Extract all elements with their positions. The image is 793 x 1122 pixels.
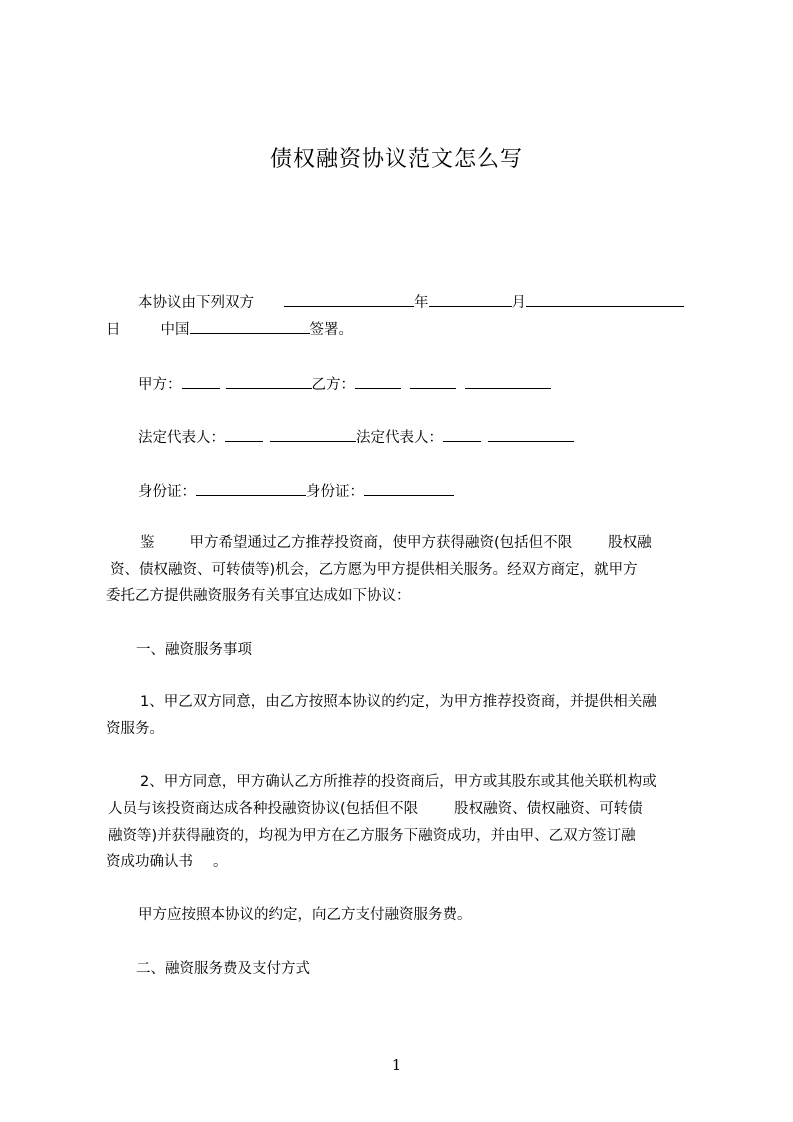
document-title: 债权融资协议范文怎么写 <box>269 147 523 172</box>
item-1-line-2: 资服务。 <box>106 721 164 737</box>
item-2-line-4-b: 。 <box>213 854 228 870</box>
id-a-blank <box>196 480 306 496</box>
year-blank <box>429 291 512 307</box>
party-b-blank-3 <box>465 373 551 389</box>
month-label: 月 <box>511 295 526 311</box>
recital-line-3: 委托乙方提供融资服务有关事宜达成如下协议： <box>106 588 411 604</box>
item-1-line-1: 1、甲乙双方同意，由乙方按照本协议的约定，为甲方推荐投资商，并提供相关融 <box>140 694 657 710</box>
legal-rep-b-label: 法定代表人： <box>356 430 443 446</box>
recital-text-1-end: 股权融 <box>608 535 652 551</box>
item-2-line-1: 2、甲方同意，甲方确认乙方所推荐的投资商后，甲方或其股东或其他关联机构或 <box>140 774 657 790</box>
recital-whereas: 鉴 <box>140 535 155 551</box>
recital-line-1 <box>140 533 652 553</box>
item-2-line-4 <box>106 852 228 872</box>
item-2-line-2-b: 股权融资、债权融资、可转债 <box>454 801 643 817</box>
party-b-label: 乙方： <box>311 377 355 393</box>
party-a-label: 甲方： <box>138 377 182 393</box>
party-b-blank-1 <box>355 373 401 389</box>
legal-rep-line <box>138 426 574 448</box>
party-a-blank-1 <box>182 373 220 389</box>
intro-suffix: 签署。 <box>309 322 353 338</box>
section-2-heading: 二、融资服务费及支付方式 <box>136 961 310 977</box>
year-label: 年 <box>414 295 429 311</box>
id-line <box>138 480 454 502</box>
signing-party-blank <box>284 291 414 307</box>
id-a-label: 身份证： <box>138 484 196 500</box>
intro-line-1 <box>138 291 684 313</box>
intro-prefix: 本协议由下列双方 <box>138 295 254 311</box>
day-label: 日 <box>106 322 121 338</box>
item-2-line-4-a: 资成功确认书 <box>106 854 193 870</box>
page-number: 1 <box>391 1056 402 1074</box>
recital-line-2: 资、债权融资、可转债等)机会，乙方愿为甲方提供相关服务。经双方商定，就甲方 <box>110 562 638 578</box>
legal-rep-a-blank-1 <box>225 426 263 442</box>
item-2-line-3: 融资等)并获得融资的，均视为甲方在乙方服务下融资成功，并由甲、乙双方签订融 <box>108 828 636 844</box>
party-a-blank-2 <box>226 373 312 389</box>
legal-rep-b-blank-1 <box>443 426 481 442</box>
recital-text-1: 甲方希望通过乙方推荐投资商，使甲方获得融资(包括但不限 <box>189 535 573 551</box>
item-3-line: 甲方应按照本协议的约定，向乙方支付融资服务费。 <box>138 907 472 923</box>
place-blank <box>190 318 310 334</box>
item-2-line-2 <box>108 799 643 819</box>
party-line <box>138 373 551 395</box>
month-blank <box>526 291 684 307</box>
id-b-label: 身份证： <box>306 484 364 500</box>
intro-line-2 <box>106 318 353 340</box>
legal-rep-a-blank-2 <box>270 426 356 442</box>
party-b-blank-2 <box>410 373 456 389</box>
item-2-line-2-a: 人员与该投资商达成各种投融资协议(包括但不限 <box>108 801 419 817</box>
id-b-blank <box>364 480 454 496</box>
place-label: 中国 <box>160 322 190 338</box>
legal-rep-a-label: 法定代表人： <box>138 430 225 446</box>
section-1-heading: 一、融资服务事项 <box>136 642 252 658</box>
legal-rep-b-blank-2 <box>488 426 574 442</box>
